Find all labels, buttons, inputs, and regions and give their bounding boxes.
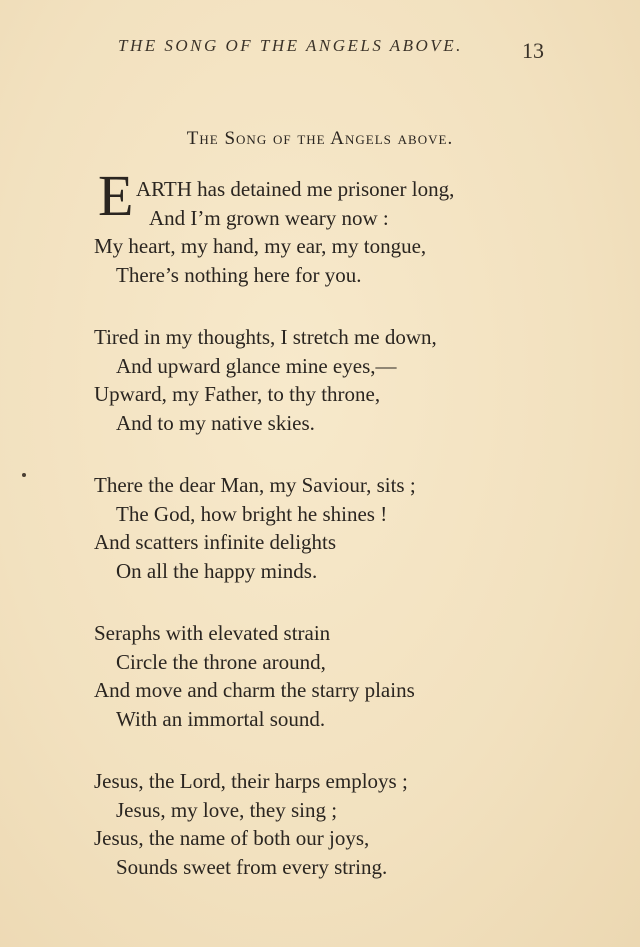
poem-line: Jesus, my love, they sing ; [116,797,338,822]
running-header-title: THE SONG OF THE ANGELS ABOVE. [118,36,463,55]
poem-line: Tired in my thoughts, I stretch me down, [94,325,437,349]
stanza-2 [94,323,574,437]
poem-line: There the dear Man, my Saviour, sits ; [94,473,416,497]
stanza-4 [94,619,574,733]
stanza-1 [94,163,574,289]
poem-line: On all the happy minds. [116,558,318,583]
poem-line: And move and charm the starry plains [94,678,415,702]
poem-line: Sounds sweet from every string. [116,854,388,879]
poem-line: The God, how bright he shines ! [116,501,388,526]
ink-speck [22,473,26,477]
poem-line: Seraphs with elevated strain [94,621,331,645]
poem-line: ARTH has detained me prisoner long, [136,177,455,201]
stanza-5 [94,767,574,881]
poem-line: Circle the throne around, [116,649,326,674]
stanza-3 [94,471,574,585]
poem-line: My heart, my hand, my ear, my tongue, [94,234,427,258]
poem-line: Jesus, the name of both our joys, [94,826,370,850]
drop-cap-letter: E [98,163,134,228]
poem-title: The Song of the Angels above. [186,128,454,149]
page-number: 13 [522,38,544,63]
poem-line: Jesus, the Lord, their harps employs ; [94,769,408,793]
poem-line: And upward glance mine eyes,— [116,353,397,378]
dropcap-block [94,163,574,232]
poem-body [94,163,574,915]
poem-line: With an immortal sound. [116,706,326,731]
poem-line: There’s nothing here for you. [116,262,362,287]
poem-line: Upward, my Father, to thy throne, [94,382,381,406]
poem-line: And scatters infinite delights [94,530,337,554]
poem-line: And I’m grown weary now : [149,205,389,230]
poem-line: And to my native skies. [116,410,315,435]
